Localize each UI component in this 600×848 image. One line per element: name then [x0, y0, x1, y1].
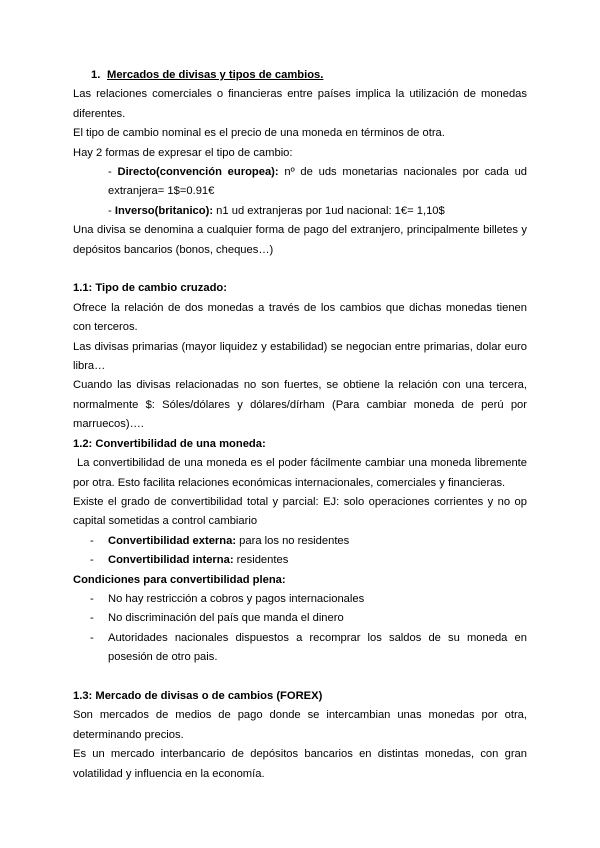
s2-paragraph-1: La convertibilidad de una moneda es el poder fácilmente cambiar una moneda libremente por otra. Esto facilita relaciones económicas internacionales, comerciales y financieras.	[73, 457, 527, 489]
intro-paragraph-1: Las relaciones comerciales o financieras entre países implica la utilización de monedas diferentes.	[73, 88, 527, 120]
s3-paragraph-2: Es un mercado interbancario de depósitos bancarios en distintas monedas, con gran volatilidad y influencia en la economía.	[73, 748, 527, 780]
condition-item	[73, 629, 527, 668]
condition-text: Autoridades nacionales dispuestos a recomprar los saldos de su moneda en posesión de otro pais.	[108, 631, 527, 664]
form-direct-text: nº de uds monetarias nacionales por cada ud extranjera= 1$=0.91€	[108, 166, 528, 198]
bullet-internal-term: Convertibilidad interna:	[108, 554, 234, 567]
section-1-3-title: 1.3: Mercado de divisas o de cambios (FOREX)	[73, 689, 323, 702]
section-1-2-title: 1.2: Convertibilidad de una moneda:	[73, 437, 266, 450]
intro-paragraph-2: El tipo de cambio nominal es el precio de una moneda en términos de otra.	[73, 127, 445, 140]
section-1-1-title: 1.1: Tipo de cambio cruzado:	[73, 282, 227, 295]
intro-paragraph-3: Hay 2 formas de expresar el tipo de cambio:	[73, 146, 293, 159]
condition-item	[73, 609, 527, 628]
document-page	[73, 66, 527, 784]
main-heading	[73, 66, 527, 85]
heading-number: 1.	[91, 69, 101, 81]
dash: -	[90, 592, 94, 605]
form-inverse	[73, 202, 527, 221]
divisa-definition: Una divisa se denomina a cualquier forma de pago del extranjero, principalmente billetes y depósitos bancarios (bonos, cheques…)	[73, 224, 527, 256]
bullet-external	[73, 532, 527, 551]
bullet-internal-text: residentes	[233, 554, 289, 567]
dash: -	[90, 534, 94, 547]
dash: -	[108, 204, 112, 217]
bullet-external-text: para los no residentes	[236, 534, 350, 547]
dash: -	[90, 631, 94, 644]
condition-text: No hay restricción a cobros y pagos internacionales	[108, 592, 365, 605]
s1-paragraph-3: Cuando las divisas relacionadas no son fuertes, se obtiene la relación con una tercera, normalmente $: Sóles/dólares y dólares/dírham (Para cambiar moneda de perú por marruecos)….	[73, 379, 527, 431]
form-inverse-text: n1 ud extranjeras por 1ud nacional: 1€= 1,10$	[213, 204, 445, 217]
dash: -	[108, 166, 112, 179]
form-direct-term: Directo(convención europea):	[117, 166, 279, 179]
form-direct	[73, 163, 527, 202]
s2-paragraph-2: Existe el grado de convertibilidad total y parcial: EJ: solo operaciones corrientes y no op capital sometidas a control cambiario	[73, 495, 527, 528]
conditions-title: Condiciones para convertibilidad plena:	[73, 573, 286, 586]
s3-paragraph-1: Son mercados de medios de pago donde se intercambian unas monedas por otra, determinando precios.	[73, 709, 527, 741]
dash: -	[90, 554, 94, 567]
s1-paragraph-1: Ofrece la relación de dos monedas a través de los cambios que dichas monedas tienen con terceros.	[73, 301, 527, 334]
heading-title: Mercados de divisas y tipos de cambios.	[107, 69, 324, 81]
form-inverse-term: Inverso(britanico):	[114, 204, 214, 217]
s1-paragraph-2: Las divisas primarias (mayor liquidez y estabilidad) se negocian entre primarias, dolar euro libra…	[73, 340, 527, 373]
condition-item	[73, 590, 527, 609]
bullet-internal	[73, 551, 527, 570]
bullet-external-term: Convertibilidad externa:	[108, 534, 237, 547]
dash: -	[90, 612, 94, 625]
condition-text: No discriminación del país que manda el dinero	[108, 612, 344, 625]
